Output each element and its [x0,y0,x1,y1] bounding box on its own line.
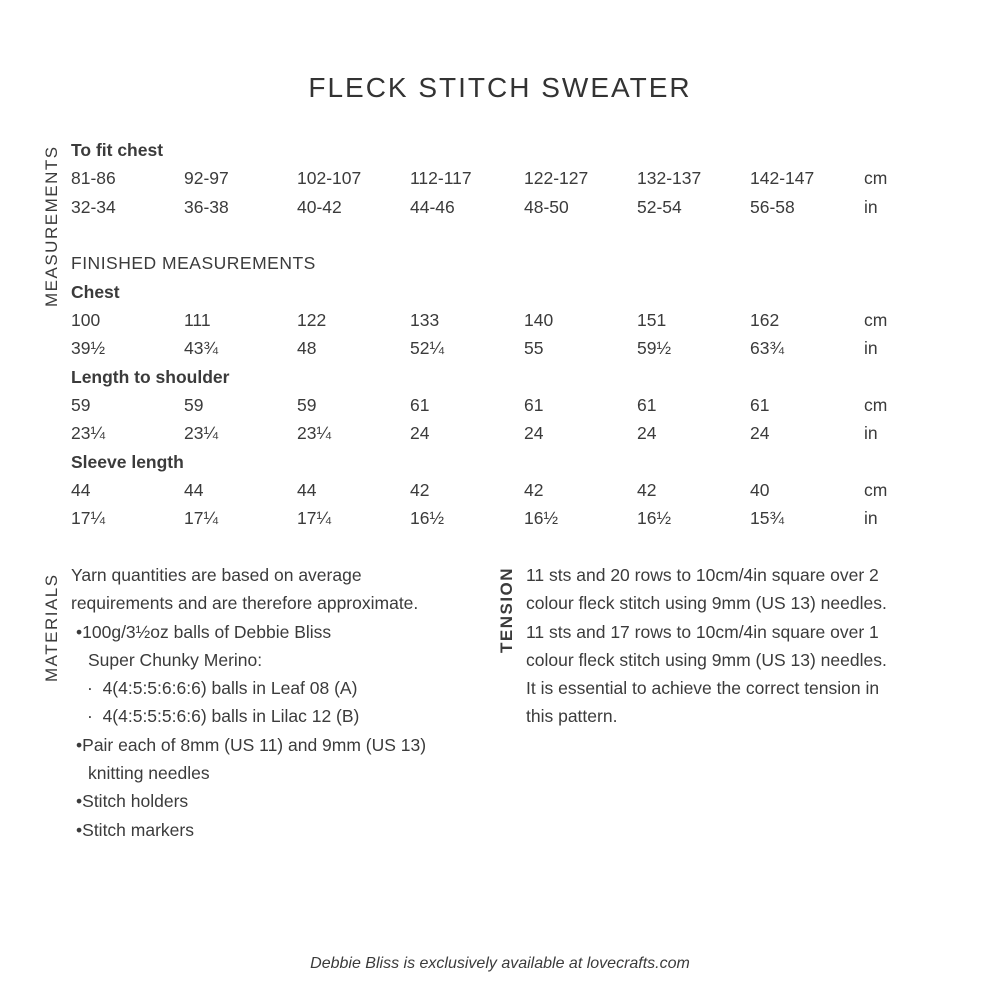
size-value: 36-38 [184,197,229,217]
materials-intro-line: Yarn quantities are based on average [71,565,362,585]
size-value: 102-107 [297,168,362,188]
size-value: 56-58 [750,197,795,217]
materials-bullet: •100g/3½oz balls of Debbie Bliss [76,621,332,642]
materials-intro-line: requirements and are therefore approximate. [71,593,419,614]
size-value: 55 [524,338,544,358]
bullet-text: 100g/3½oz balls of Debbie Bliss [82,621,332,642]
size-value: 17¼ [297,508,332,528]
size-value: 40-42 [297,197,342,217]
size-value: 42 [410,480,430,500]
size-value: 162 [750,310,780,330]
size-value: 132-137 [637,168,702,188]
size-value: 17¼ [184,508,219,528]
unit-label: cm [864,480,888,500]
size-value: 44-46 [410,197,455,217]
size-value: 133 [410,310,440,330]
size-value: 39½ [71,338,106,358]
size-value: 24 [524,423,544,443]
measurements-section-label: MEASUREMENTS [42,145,61,307]
size-value: 44 [184,480,204,500]
size-value: 61 [410,395,430,415]
size-value: 122 [297,310,327,330]
size-value: 24 [637,423,657,443]
materials-sub-bullet: · 4(4:5:5:5:6:6) balls in Lilac 12 (B) [87,706,360,727]
size-value: 15¾ [750,508,785,528]
tension-block [526,561,946,731]
size-value: 23¼ [184,423,219,443]
size-value: 17¼ [71,508,106,528]
finished-measurements-heading: FINISHED MEASUREMENTS [71,253,316,273]
size-value: 61 [524,395,544,415]
bullet-text: Stitch holders [82,791,189,812]
size-value: 100 [71,310,101,330]
sub-bullet-text: 4(4:5:5:5:6:6) balls in Lilac 12 (B) [102,706,360,727]
size-value: 40 [750,480,770,500]
page-title: FLECK STITCH SWEATER [308,72,692,103]
size-value: 16½ [637,508,672,528]
size-value: 16½ [410,508,445,528]
tension-line: 11 sts and 17 rows to 10cm/4in square over 1 [526,621,879,642]
size-value: 23¼ [71,423,106,443]
tension-section-label: TENSION [497,566,516,653]
size-value: 81-86 [71,168,116,188]
length-to-shoulder-heading: Length to shoulder [71,367,230,387]
size-value: 111 [184,310,211,330]
size-value: 59 [184,395,204,415]
size-value: 48-50 [524,197,569,217]
size-value: 61 [750,395,770,415]
size-value: 42 [524,480,544,500]
size-value: 151 [637,310,667,330]
bullet-text: Stitch markers [82,819,194,840]
bullet-text: Pair each of 8mm (US 11) and 9mm (US 13) [82,734,427,755]
tension-line: colour fleck stitch using 9mm (US 13) needles. [526,593,887,614]
size-value: 44 [297,480,317,500]
size-value: 61 [637,395,657,415]
materials-sub-bullet: · 4(4:5:5:6:6:6) balls in Leaf 08 (A) [87,678,358,699]
size-value: 43¾ [184,338,219,358]
footer-credit: Debbie Bliss is exclusively available at lovecrafts.com [310,955,690,972]
unit-label: in [864,508,878,528]
size-value: 24 [410,423,430,443]
size-value: 42 [637,480,657,500]
size-value: 16½ [524,508,559,528]
size-value: 140 [524,310,554,330]
to-fit-chest-heading: To fit chest [71,140,164,160]
size-value: 59 [71,395,91,415]
size-value: 24 [750,423,770,443]
materials-bullet-continuation: knitting needles [88,763,210,784]
unit-label: cm [864,395,888,415]
size-value: 63¾ [750,338,785,358]
tension-line: 11 sts and 20 rows to 10cm/4in square over 2 [526,565,879,585]
unit-label: cm [864,310,888,330]
unit-label: in [864,197,878,217]
size-value: 142-147 [750,168,815,188]
size-value: 59½ [637,338,672,358]
unit-label: in [864,423,878,443]
unit-label: cm [864,168,888,188]
size-value: 92-97 [184,168,229,188]
sleeve-length-heading: Sleeve length [71,452,184,472]
size-value: 59 [297,395,317,415]
tension-line: this pattern. [526,706,618,727]
size-value: 32-34 [71,197,116,217]
size-value: 44 [71,480,91,500]
size-value: 52-54 [637,197,682,217]
size-value: 23¼ [297,423,332,443]
tension-line: It is essential to achieve the correct tension in [526,678,880,699]
size-value: 48 [297,338,317,358]
unit-label: in [864,338,878,358]
size-value: 52¼ [410,338,445,358]
size-value: 122-127 [524,168,589,188]
materials-bullet: •Stitch markers [76,819,194,840]
materials-bullet: •Pair each of 8mm (US 11) and 9mm (US 13) [76,734,427,755]
materials-bullet-continuation: Super Chunky Merino: [88,649,263,670]
materials-bullet: •Stitch holders [76,791,189,812]
materials-block [71,561,491,844]
tension-line: colour fleck stitch using 9mm (US 13) needles. [526,649,887,670]
size-value: 112-117 [410,168,472,188]
sub-bullet-text: 4(4:5:5:6:6:6) balls in Leaf 08 (A) [102,678,358,699]
materials-section-label: MATERIALS [42,573,61,682]
chest-heading: Chest [71,282,120,302]
